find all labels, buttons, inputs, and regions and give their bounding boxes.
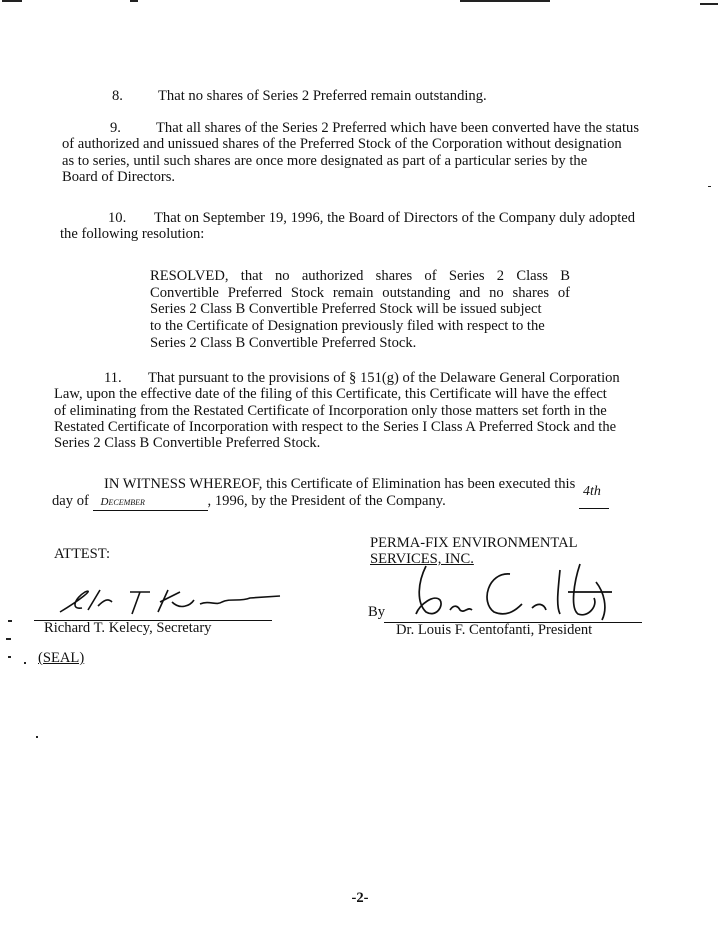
scan-artifact (8, 656, 11, 658)
scan-artifact (6, 638, 11, 640)
paragraph-line: the following resolution: (60, 226, 205, 243)
attest-label: ATTEST: (54, 546, 111, 562)
scan-artifact (700, 3, 718, 5)
paragraph-line: Series 2 Class B Convertible Preferred Stock. (54, 435, 321, 452)
witness-line: day of (52, 493, 89, 510)
month-fill (93, 493, 208, 510)
paragraph-line: of authorized and unissued shares of the Preferred Stock of the Corporation without designation (62, 136, 622, 153)
secretary-signature (40, 580, 290, 622)
paragraph-9 (62, 120, 662, 185)
president-signature (398, 562, 638, 624)
paragraph-line: of eliminating from the Restated Certificate of Incorporation only those matters set forth in the (54, 402, 607, 419)
paragraph-line: Series 2 Class B Convertible Preferred Stock. (150, 334, 417, 351)
paragraph-line: as to series, until such shares are once more designated as part of a particular series by the (62, 152, 588, 169)
secretary-name: Richard T. Kelecy, Secretary (44, 620, 212, 636)
paragraph-number: 10. (108, 210, 127, 226)
paragraph-number: 11. (104, 370, 122, 386)
scan-artifact (36, 736, 38, 738)
paragraph-10 (60, 210, 660, 243)
resolution-quote (150, 268, 570, 351)
paragraph-line: Convertible Preferred Stock remain outstanding and no shares of (150, 284, 570, 301)
scan-artifact (130, 0, 138, 2)
witness-line: IN WITNESS WHEREOF, this Certificate of Elimination has been executed this (104, 476, 576, 492)
company-line: SERVICES, INC. (370, 551, 474, 568)
paragraph-line: Board of Directors. (62, 169, 176, 186)
paragraph-number: 9. (110, 120, 121, 136)
by-label: By (368, 604, 386, 620)
scan-artifact (2, 0, 22, 2)
president-name: Dr. Louis F. Centofanti, President (396, 622, 593, 638)
paragraph-line: That pursuant to the provisions of § 151(g) of the Delaware General Corporation (148, 370, 620, 386)
witness-clause (52, 476, 672, 511)
paragraph-line: RESOLVED, that no authorized shares of Series 2 Class B (150, 268, 570, 284)
page-number: -2- (351, 890, 369, 906)
paragraph-number: 8. (112, 88, 123, 104)
paragraph-11 (54, 370, 664, 452)
scan-artifact (8, 620, 12, 622)
paragraph-line: Series 2 Class B Convertible Preferred Stock will be issued subject (150, 301, 542, 318)
paragraph-8 (112, 88, 487, 104)
paragraph-line: Law, upon the effective date of the filing of this Certificate, this Certificate will have the effect (54, 386, 607, 403)
handwritten-day: 4th (582, 484, 601, 499)
paragraph-line: That on September 19, 1996, the Board of Directors of the Company duly adopted (154, 210, 636, 226)
witness-line: , 1996, by the President of the Company. (207, 493, 446, 510)
scan-artifact (708, 186, 711, 187)
paragraph-line: That all shares of the Series 2 Preferred which have been converted have the status (156, 120, 640, 136)
paragraph-line: to the Certificate of Designation previously filed with respect to the (150, 317, 545, 334)
company-line: PERMA-FIX ENVIRONMENTAL (370, 535, 578, 551)
scan-artifact (460, 0, 550, 2)
seal-label: (SEAL) (38, 650, 85, 666)
paragraph-text: That no shares of Series 2 Preferred remain outstanding. (158, 88, 487, 104)
scan-artifact (24, 662, 26, 664)
paragraph-line: Restated Certificate of Incorporation with respect to the Series I Class A Preferred Stock and the (54, 419, 617, 436)
handwritten-month: December (100, 496, 145, 509)
